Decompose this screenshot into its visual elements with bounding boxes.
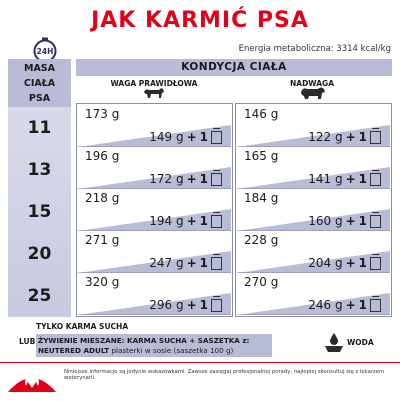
mixed-dry-grams: 172 g xyxy=(149,172,184,186)
mixed-portion xyxy=(308,214,381,228)
plus-sign: + xyxy=(345,130,356,144)
plus-sign: + xyxy=(345,214,356,228)
legend-dry-only: TYLKO KARMA SUCHA xyxy=(36,322,129,331)
plus-sign: + xyxy=(345,298,356,312)
pouch-count: 1 xyxy=(358,172,367,186)
mixed-dry-grams: 296 g xyxy=(149,298,184,312)
mixed-portion xyxy=(149,298,222,312)
disclaimer: Niniejsze informacje są jedynie wskazówkami. Zawsze zasięgaj profesjonalnej porady, najlepiej skonsultuj się z lekarzem weterynarii. xyxy=(64,369,385,381)
plus-sign: + xyxy=(345,172,356,186)
mixed-portion xyxy=(149,214,222,228)
pouch-icon xyxy=(370,215,381,228)
dry-only-portion: 228 g xyxy=(244,233,279,247)
dry-only-portion: 320 g xyxy=(85,275,120,289)
mixed-portion xyxy=(149,172,222,186)
mixed-portion xyxy=(149,256,222,270)
mixed-portion xyxy=(308,130,381,144)
mixed-dry-grams: 141 g xyxy=(308,172,343,186)
pouch-icon xyxy=(211,173,222,186)
plus-sign: + xyxy=(345,256,356,270)
body-mass-header xyxy=(8,59,71,107)
dry-only-portion: 196 g xyxy=(85,149,120,163)
body-mass-value: 25 xyxy=(27,286,52,306)
pouch-icon xyxy=(211,299,222,312)
mixed-portion xyxy=(149,130,222,144)
plus-sign: + xyxy=(186,256,197,270)
overweight-header: NADWAGA xyxy=(289,79,334,88)
pouch-icon xyxy=(211,257,222,270)
pouch-count: 1 xyxy=(358,298,367,312)
plus-sign: + xyxy=(186,214,197,228)
pouch-icon xyxy=(370,257,381,270)
legend-mixed-line1: ŻYWIENIE MIESZANE: KARMA SUCHA + SASZETKA z: xyxy=(38,336,250,345)
mixed-portion xyxy=(308,256,381,270)
mixed-dry-grams: 122 g xyxy=(308,130,343,144)
dry-only-portion: 173 g xyxy=(85,107,120,121)
water-bowl-icon xyxy=(322,331,346,359)
body-mass-value: 15 xyxy=(27,202,52,222)
mixed-dry-grams: 149 g xyxy=(149,130,184,144)
pouch-count: 1 xyxy=(358,256,367,270)
portion-cell-left xyxy=(78,105,231,147)
dry-only-portion: 184 g xyxy=(244,191,279,205)
portion-cell-right xyxy=(237,105,390,147)
mixed-dry-grams: 194 g xyxy=(149,214,184,228)
pouch-icon xyxy=(211,215,222,228)
plus-sign: + xyxy=(186,130,197,144)
portion-cell-right xyxy=(237,147,390,189)
mixed-portion xyxy=(308,298,381,312)
portion-cell-left xyxy=(78,147,231,189)
mass-header-line1: MASA CIAŁA xyxy=(23,63,56,89)
mixed-dry-grams: 246 g xyxy=(308,298,343,312)
pouch-icon xyxy=(370,299,381,312)
legend-product-name: NEUTERED ADULT xyxy=(38,346,110,355)
mixed-dry-grams: 160 g xyxy=(308,214,343,228)
body-condition-header: KONDYCJA CIAŁA xyxy=(76,59,392,76)
mass-header-line2: PSA xyxy=(28,93,51,104)
portion-cell-right xyxy=(237,231,390,273)
mixed-dry-grams: 204 g xyxy=(308,256,343,270)
brand-logo xyxy=(2,360,62,402)
page-title: JAK KARMIĆ PSA xyxy=(91,8,309,33)
pouch-count: 1 xyxy=(199,172,208,186)
pouch-count: 1 xyxy=(199,298,208,312)
pouch-count: 1 xyxy=(358,214,367,228)
legend-or: LUB xyxy=(19,337,36,346)
dry-only-portion: 165 g xyxy=(244,149,279,163)
pouch-count: 1 xyxy=(199,214,208,228)
pouch-count: 1 xyxy=(199,256,208,270)
mixed-dry-grams: 247 g xyxy=(149,256,184,270)
pouch-icon xyxy=(370,131,381,144)
normal-weight-header: WAGA PRAWIDŁOWA xyxy=(110,79,198,88)
clock-label: 24H xyxy=(36,47,54,56)
legend-mixed-line2 xyxy=(38,346,233,355)
pouch-icon xyxy=(370,173,381,186)
portion-cell-left xyxy=(78,189,231,231)
dry-only-portion: 218 g xyxy=(85,191,120,205)
dry-only-portion: 146 g xyxy=(244,107,279,121)
pouch-count: 1 xyxy=(358,130,367,144)
dry-only-portion: 270 g xyxy=(244,275,279,289)
plus-sign: + xyxy=(186,172,197,186)
body-mass-value: 20 xyxy=(27,244,52,264)
body-mass-value: 13 xyxy=(27,160,52,180)
legend-water: WODA xyxy=(347,338,374,347)
pouch-icon xyxy=(211,131,222,144)
portion-cell-left xyxy=(78,231,231,273)
pouch-count: 1 xyxy=(199,130,208,144)
body-mass-value: 11 xyxy=(27,118,52,138)
plus-sign: + xyxy=(186,298,197,312)
mixed-portion xyxy=(308,172,381,186)
portion-cell-right xyxy=(237,189,390,231)
portion-cell-right xyxy=(237,273,390,315)
portion-cell-left xyxy=(78,273,231,315)
legend-product-detail: plasterki w sosie (saszetka 100 g) xyxy=(109,346,234,355)
energy-info: Energia metaboliczna: 3314 kcal/kg xyxy=(238,44,391,54)
dry-only-portion: 271 g xyxy=(85,233,120,247)
